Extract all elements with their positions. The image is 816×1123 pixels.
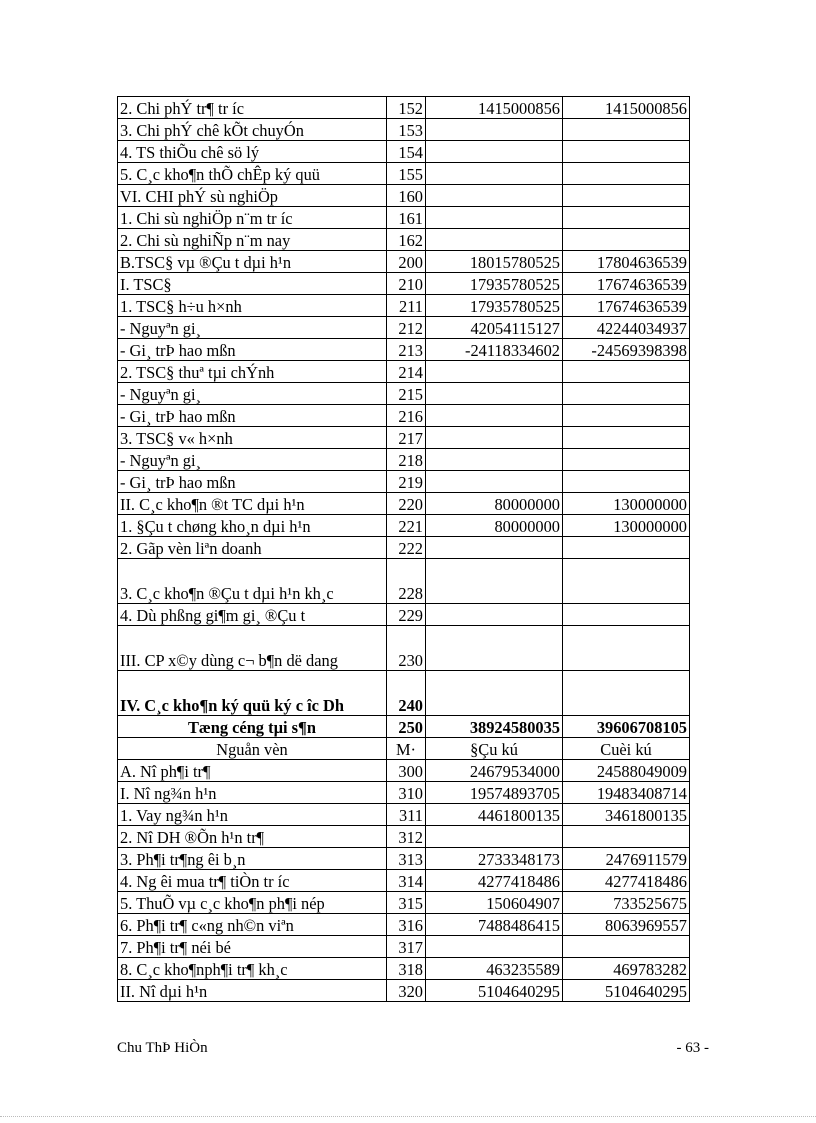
table-row [118, 163, 690, 185]
row-code: 213 [387, 339, 426, 361]
value-start-of-period [426, 383, 563, 405]
value-start-of-period: 24679534000 [426, 760, 563, 782]
value-end-of-period: 130000000 [563, 515, 690, 537]
row-code: 200 [387, 251, 426, 273]
row-label: A. Nî ph¶i tr¶ [118, 760, 387, 782]
value-end-of-period: 42244034937 [563, 317, 690, 339]
value-end-of-period [563, 361, 690, 383]
value-end-of-period [563, 826, 690, 848]
value-end-of-period [563, 626, 690, 671]
table-row [118, 537, 690, 559]
row-label: 4. Ng êi mua tr¶ tiÒn tr íc [118, 870, 387, 892]
table-row [118, 782, 690, 804]
value-end-of-period: 2476911579 [563, 848, 690, 870]
value-end-of-period: 39606708105 [563, 716, 690, 738]
row-label: - Nguyªn gi¸ [118, 449, 387, 471]
row-code: 161 [387, 207, 426, 229]
row-code: 222 [387, 537, 426, 559]
table-row [118, 604, 690, 626]
row-code: 320 [387, 980, 426, 1002]
row-code: 221 [387, 515, 426, 537]
balance-sheet-table [117, 96, 690, 1002]
table-row [118, 559, 690, 604]
value-start-of-period [426, 207, 563, 229]
balance-sheet-body [118, 97, 690, 1002]
row-label: 1. TSC§ h÷u h×nh [118, 295, 387, 317]
row-code: 153 [387, 119, 426, 141]
value-start-of-period [426, 405, 563, 427]
row-code: 214 [387, 361, 426, 383]
value-start-of-period [426, 141, 563, 163]
value-start-of-period: 4277418486 [426, 870, 563, 892]
row-code: 162 [387, 229, 426, 251]
table-row [118, 716, 690, 738]
value-start-of-period [426, 559, 563, 604]
row-code: 230 [387, 626, 426, 671]
value-start-of-period: 5104640295 [426, 980, 563, 1002]
value-end-of-period [563, 185, 690, 207]
value-start-of-period: 19574893705 [426, 782, 563, 804]
table-row [118, 317, 690, 339]
row-label: 3. Ph¶i tr¶ng êi b¸n [118, 848, 387, 870]
value-start-of-period: 80000000 [426, 515, 563, 537]
value-start-of-period: 4461800135 [426, 804, 563, 826]
row-label: II. Nî dµi h¹n [118, 980, 387, 1002]
table-row [118, 185, 690, 207]
value-start-of-period [426, 626, 563, 671]
row-code: 211 [387, 295, 426, 317]
row-label: 2. TSC§ thuª tµi chÝnh [118, 361, 387, 383]
row-code: 210 [387, 273, 426, 295]
row-label: 2. Gãp vèn liªn doanh [118, 537, 387, 559]
value-end-of-period [563, 537, 690, 559]
value-end-of-period [563, 141, 690, 163]
value-end-of-period [563, 559, 690, 604]
value-end-of-period: 4277418486 [563, 870, 690, 892]
row-label: III. CP x©y dùng c¬ b¶n dë dang [118, 626, 387, 671]
row-code: 318 [387, 958, 426, 980]
row-code: 240 [387, 671, 426, 716]
value-end-of-period: 5104640295 [563, 980, 690, 1002]
value-end-of-period: 24588049009 [563, 760, 690, 782]
table-row [118, 207, 690, 229]
value-start-of-period: §Çu kú [426, 738, 563, 760]
row-code: 317 [387, 936, 426, 958]
row-label: I. Nî ng¾n h¹n [118, 782, 387, 804]
table-row [118, 295, 690, 317]
value-start-of-period [426, 537, 563, 559]
table-row [118, 760, 690, 782]
value-end-of-period [563, 119, 690, 141]
row-code: M· [387, 738, 426, 760]
value-start-of-period [426, 604, 563, 626]
value-start-of-period: 17935780525 [426, 295, 563, 317]
value-start-of-period: 38924580035 [426, 716, 563, 738]
value-end-of-period [563, 936, 690, 958]
table-row [118, 980, 690, 1002]
value-end-of-period [563, 449, 690, 471]
page-bottom-divider [0, 1116, 816, 1117]
row-code: 300 [387, 760, 426, 782]
row-label: Tæng céng tµi s¶n [118, 716, 387, 738]
table-row [118, 119, 690, 141]
value-start-of-period: 150604907 [426, 892, 563, 914]
row-code: 313 [387, 848, 426, 870]
value-end-of-period: 17804636539 [563, 251, 690, 273]
column-header-row [118, 738, 690, 760]
row-code: 310 [387, 782, 426, 804]
row-label: 6. Ph¶i tr¶ c«ng nh©n viªn [118, 914, 387, 936]
row-label: - Nguyªn gi¸ [118, 317, 387, 339]
table-row [118, 626, 690, 671]
value-start-of-period: 463235589 [426, 958, 563, 980]
value-end-of-period: Cuèi kú [563, 738, 690, 760]
table-row [118, 361, 690, 383]
table-row [118, 141, 690, 163]
row-code: 154 [387, 141, 426, 163]
value-end-of-period [563, 427, 690, 449]
value-start-of-period [426, 185, 563, 207]
row-code: 229 [387, 604, 426, 626]
value-start-of-period: 2733348173 [426, 848, 563, 870]
row-label: - Nguyªn gi¸ [118, 383, 387, 405]
value-start-of-period [426, 671, 563, 716]
row-label: 1. Vay ng¾n h¹n [118, 804, 387, 826]
row-code: 218 [387, 449, 426, 471]
value-start-of-period [426, 119, 563, 141]
value-end-of-period [563, 471, 690, 493]
row-code: 220 [387, 493, 426, 515]
row-label: 1. Chi sù nghiÖp n¨m tr íc [118, 207, 387, 229]
footer-author: Chu ThÞ HiÒn [117, 1040, 208, 1056]
row-code: 314 [387, 870, 426, 892]
table-row [118, 383, 690, 405]
row-label: Nguån vèn [118, 738, 387, 760]
row-label: II. C¸c kho¶n ®t TC dµi h¹n [118, 493, 387, 515]
row-code: 212 [387, 317, 426, 339]
value-start-of-period: 42054115127 [426, 317, 563, 339]
table-row [118, 804, 690, 826]
value-end-of-period [563, 405, 690, 427]
row-code: 217 [387, 427, 426, 449]
row-label: I. TSC§ [118, 273, 387, 295]
value-start-of-period [426, 229, 563, 251]
value-start-of-period [426, 427, 563, 449]
table-row [118, 405, 690, 427]
row-label: IV. C¸c kho¶n ký quü ký c îc Dh [118, 671, 387, 716]
row-code: 316 [387, 914, 426, 936]
value-start-of-period: 1415000856 [426, 97, 563, 119]
table-row [118, 493, 690, 515]
table-row [118, 936, 690, 958]
value-end-of-period [563, 604, 690, 626]
table-row [118, 671, 690, 716]
value-end-of-period: 8063969557 [563, 914, 690, 936]
row-code: 216 [387, 405, 426, 427]
value-start-of-period [426, 826, 563, 848]
row-code: 152 [387, 97, 426, 119]
row-label: 1. §Çu t chøng kho¸n dµi h¹n [118, 515, 387, 537]
row-label: 4. Dù phßng gi¶m gi¸ ®Çu t [118, 604, 387, 626]
value-end-of-period [563, 383, 690, 405]
row-label: - Gi¸ trÞ hao mßn [118, 339, 387, 361]
table-row [118, 229, 690, 251]
row-code: 155 [387, 163, 426, 185]
row-label: 3. TSC§ v« h×nh [118, 427, 387, 449]
value-end-of-period: 3461800135 [563, 804, 690, 826]
row-code: 215 [387, 383, 426, 405]
table-row [118, 826, 690, 848]
value-end-of-period: -24569398398 [563, 339, 690, 361]
row-code: 160 [387, 185, 426, 207]
row-label: - Gi¸ trÞ hao mßn [118, 471, 387, 493]
value-end-of-period [563, 671, 690, 716]
value-end-of-period: 17674636539 [563, 273, 690, 295]
value-end-of-period: 1415000856 [563, 97, 690, 119]
table-row [118, 848, 690, 870]
row-label: 2. Nî DH ®Õn h¹n tr¶ [118, 826, 387, 848]
table-row [118, 273, 690, 295]
row-code: 312 [387, 826, 426, 848]
table-row [118, 251, 690, 273]
row-label: 3. C¸c kho¶n ®Çu t dµi h¹n kh¸c [118, 559, 387, 604]
row-label: 5. C¸c kho¶n thÕ chÊp ký quü [118, 163, 387, 185]
value-start-of-period: 7488486415 [426, 914, 563, 936]
row-label: 4. TS thiÕu chê sö lý [118, 141, 387, 163]
value-end-of-period: 19483408714 [563, 782, 690, 804]
table-row [118, 471, 690, 493]
row-label: 7. Ph¶i tr¶ néi bé [118, 936, 387, 958]
row-label: - Gi¸ trÞ hao mßn [118, 405, 387, 427]
value-end-of-period [563, 163, 690, 185]
value-end-of-period: 733525675 [563, 892, 690, 914]
page-number: - 63 - [676, 1040, 709, 1056]
table-row [118, 914, 690, 936]
value-start-of-period: -24118334602 [426, 339, 563, 361]
value-end-of-period: 469783282 [563, 958, 690, 980]
value-start-of-period: 80000000 [426, 493, 563, 515]
row-label: 5. ThuÕ vµ c¸c kho¶n ph¶i nép [118, 892, 387, 914]
value-start-of-period [426, 449, 563, 471]
row-code: 311 [387, 804, 426, 826]
row-label: 8. C¸c kho¶nph¶i tr¶ kh¸c [118, 958, 387, 980]
row-label: B.TSC§ vµ ®Çu t dµi h¹n [118, 251, 387, 273]
value-start-of-period [426, 936, 563, 958]
row-code: 228 [387, 559, 426, 604]
table-row [118, 427, 690, 449]
row-label: VI. CHI phÝ sù nghiÖp [118, 185, 387, 207]
table-row [118, 97, 690, 119]
table-row [118, 449, 690, 471]
table-row [118, 515, 690, 537]
table-row [118, 958, 690, 980]
row-code: 315 [387, 892, 426, 914]
table-row [118, 892, 690, 914]
value-end-of-period [563, 229, 690, 251]
table-row [118, 870, 690, 892]
value-end-of-period: 17674636539 [563, 295, 690, 317]
row-code: 219 [387, 471, 426, 493]
value-start-of-period [426, 163, 563, 185]
table-row [118, 339, 690, 361]
value-start-of-period [426, 471, 563, 493]
value-end-of-period: 130000000 [563, 493, 690, 515]
row-label: 2. Chi phÝ tr¶ tr íc [118, 97, 387, 119]
row-label: 3. Chi phÝ chê kÕt chuyÓn [118, 119, 387, 141]
value-end-of-period [563, 207, 690, 229]
value-start-of-period: 18015780525 [426, 251, 563, 273]
value-start-of-period: 17935780525 [426, 273, 563, 295]
row-label: 2. Chi sù nghiÑp n¨m nay [118, 229, 387, 251]
value-start-of-period [426, 361, 563, 383]
row-code: 250 [387, 716, 426, 738]
